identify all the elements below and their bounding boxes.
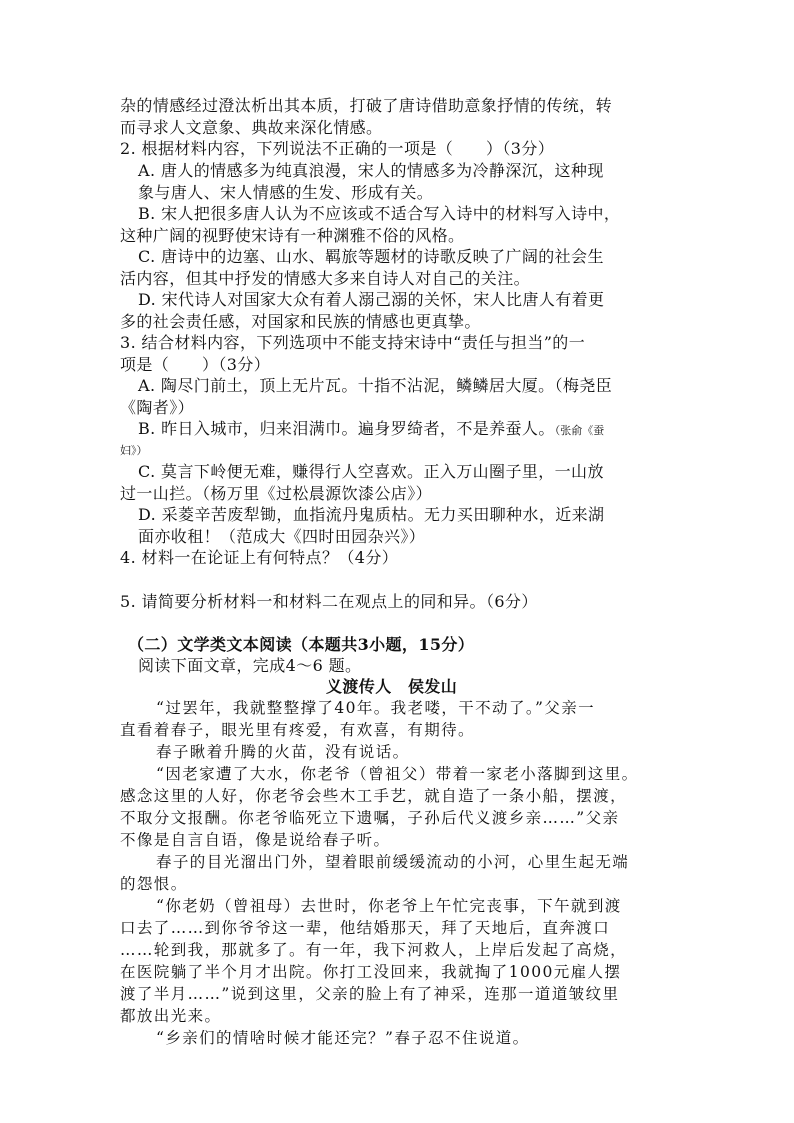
- story-line: “你老奶（曾祖母）去世时，你老爷上午忙完丧事，下午就到渡: [156, 897, 622, 915]
- story-line: “因老家遭了大水，你老爷（曾祖父）带着一家老小落脚到这里。: [156, 765, 639, 783]
- story-line: 春子的目光溜出门外，望着眼前缓缓流动的小河，心里生起无端: [156, 853, 630, 871]
- question-3-option-a-cont: 《陶者》）: [120, 398, 195, 417]
- passage-line: 而寻求人文意象、典故来深化情感。: [120, 118, 383, 137]
- story-line: “乡亲们的情啥时候才能还完？”春子忍不住说道。: [156, 1029, 530, 1047]
- question-2-option-c-cont: 活内容，但其中抒发的情感大多来自诗人对自己的关注。: [120, 269, 531, 288]
- question-3-option-b: [138, 419, 604, 441]
- story-line: 直看着春子，眼光里有疼爱，有欢喜，有期待。: [120, 721, 475, 739]
- question-4: 4. 材料一在论证上有何特点？（4分）: [120, 548, 399, 567]
- story-line: 在医院躺了半个月才出院。你打工没回来，我就掏了1000元雇人摆: [120, 963, 622, 981]
- story-line: 春子瞅着升腾的火苗，没有说话。: [156, 743, 410, 761]
- section-instruction: 阅读下面文章，完成4～6 题。: [138, 656, 362, 675]
- question-2-option-b-cont: 这种广阔的视野使宋诗有一种渊雅不俗的风格。: [120, 226, 465, 245]
- story-line: 口去了……到你爷爷这一辈，他结婚那天，拜了天地后，直奔渡口: [120, 919, 611, 937]
- question-3-option-d-cont: 面亦收租！（范成大《四时田园杂兴》）: [138, 527, 426, 546]
- question-3-option-b-cont: 妇》）: [120, 444, 148, 457]
- story-title: 义渡传人 侯发山: [326, 677, 458, 696]
- question-3-stem-cont: 项是（ ）（3分）: [120, 355, 271, 374]
- question-2-option-c: C. 唐诗中的边塞、山水、羁旅等题材的诗歌反映了广阔的社会生: [138, 247, 604, 266]
- question-3-option-d: D. 采菱辛苦废犁锄，血指流丹鬼质枯。无力买田聊种水，近来湖: [138, 505, 605, 524]
- question-3-stem: 3. 结合材料内容，下列选项中不能支持宋诗中“责任与担当”的一: [120, 333, 586, 352]
- section-heading: （二）文学类文本阅读（本题共3小题，15分）: [128, 635, 475, 654]
- question-3-option-b-source: （张俞《蚕: [554, 424, 605, 437]
- question-2-option-a: A. 唐人的情感多为纯真浪漫，宋人的情感多为冷静深沉，这种现: [138, 161, 604, 180]
- story-line: 不取分文报酬。你老爷临死立下遗嘱，子孙后代义渡乡亲……”父亲: [120, 809, 620, 827]
- question-5: 5. 请简要分析材料一和材料二在观点上的同和异。（6分）: [120, 592, 538, 611]
- question-2-option-a-cont: 象与唐人、宋人情感的生发、形成有关。: [138, 183, 434, 202]
- question-3-option-c: C. 莫言下岭便无难，赚得行人空喜欢。正入万山圈子里，一山放: [138, 462, 604, 481]
- question-2-option-d: D. 宋代诗人对国家大众有着人溺己溺的关怀，宋人比唐人有着更: [138, 290, 605, 309]
- passage-line: 杂的情感经过澄汰析出其本质，打破了唐诗借助意象抒情的传统，转: [120, 96, 613, 115]
- story-line: “过罢年，我就整整撑了40年。我老喽，干不动了。”父亲一: [156, 699, 596, 717]
- question-3-option-c-cont: 过一山拦。（杨万里《过松晨源饮漆公店》）: [120, 484, 433, 503]
- question-2-option-d-cont: 多的社会责任感，对国家和民族的情感也更真挚。: [120, 312, 481, 331]
- question-3-option-b-text: B. 昨日入城市，归来泪满巾。遍身罗绮者，不是养蚕人。: [138, 419, 555, 438]
- story-line: 感念这里的人好，你老爷会些木工手艺，就自造了一条小船，摆渡，: [120, 787, 628, 805]
- story-line: ……轮到我，那就多了。有一年，我下河救人，上岸后发起了高烧，: [120, 941, 628, 959]
- story-line: 的怨恨。: [120, 875, 188, 893]
- question-2-option-b: B. 宋人把很多唐人认为不应该或不适合写入诗中的材料写入诗中，: [138, 204, 621, 223]
- story-line: 都放出光来。: [120, 1007, 222, 1025]
- story-line: 渡了半月……”说到这里，父亲的脸上有了神采，连那一道道皱纹里: [120, 985, 620, 1003]
- question-3-option-a: A. 陶尽门前土，顶上无片瓦。十指不沾泥，鳞鳞居大厦。（梅尧臣: [138, 376, 613, 395]
- question-2-stem: 2. 根据材料内容，下列说法不正确的一项是（ ）（3分）: [120, 139, 555, 158]
- story-line: 不像是自言自语，像是说给春子听。: [120, 831, 391, 849]
